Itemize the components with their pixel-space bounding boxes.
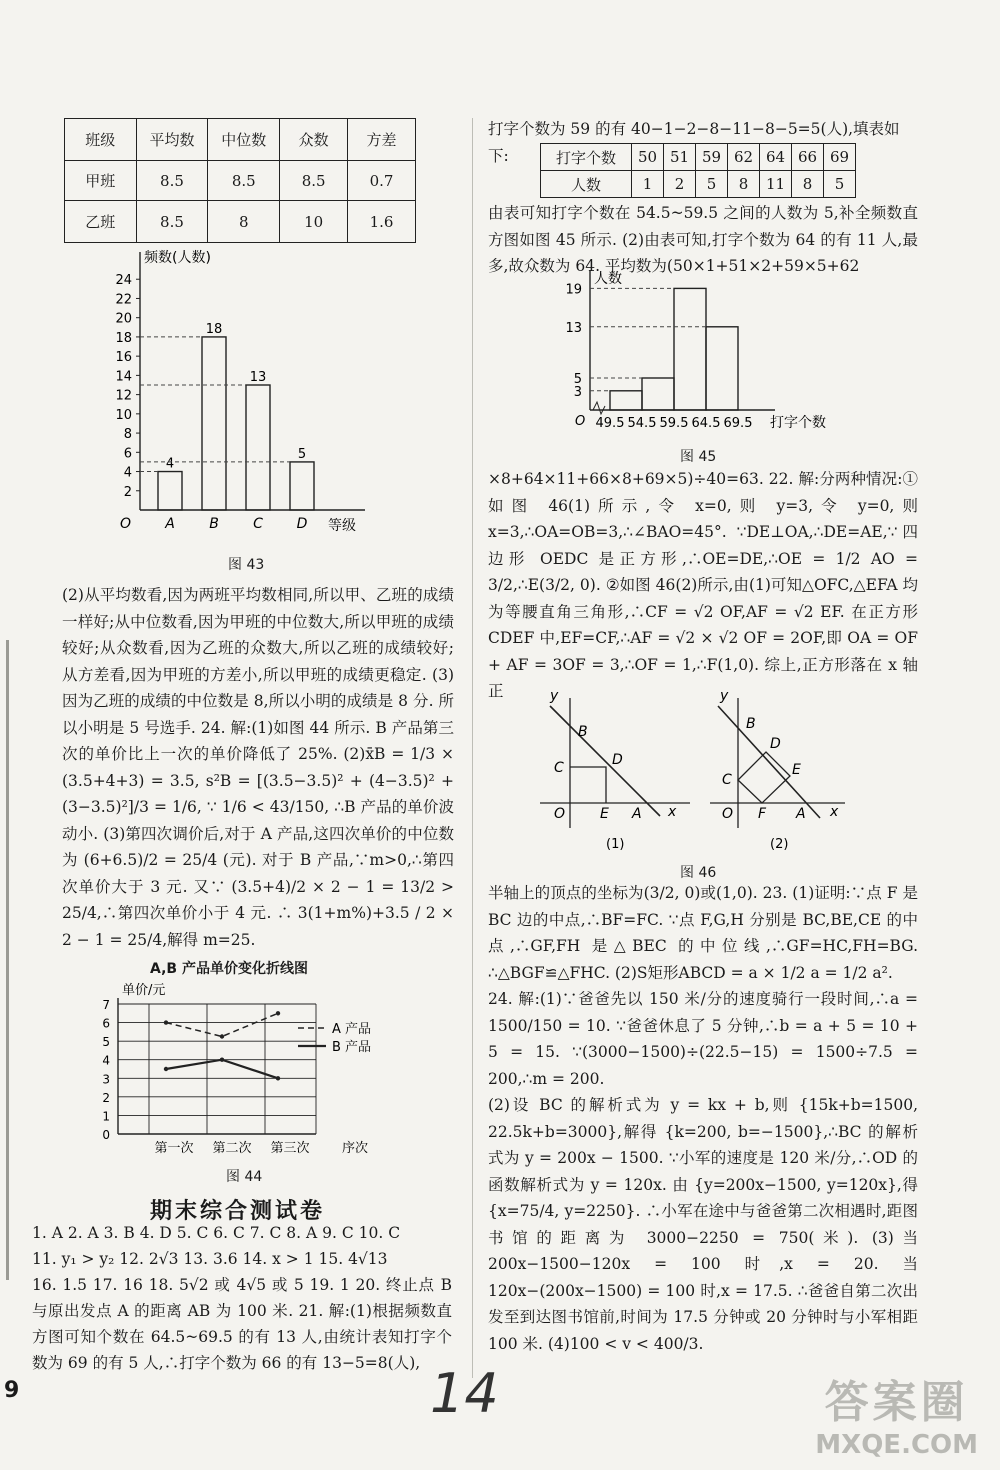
label: x: [830, 804, 839, 820]
typing-count-table: [540, 143, 856, 198]
x-axis-label: 序次: [342, 1141, 369, 1156]
y-tick-label: 20: [115, 311, 132, 327]
table-header-cell: 打字个数: [541, 144, 632, 171]
fig46-diagram: [520, 688, 860, 858]
y-tick-label: 2: [123, 484, 132, 500]
square-oedc: [570, 767, 606, 803]
bar: [706, 327, 738, 410]
label: E: [792, 762, 801, 778]
table-header-cell: 人数: [541, 171, 632, 198]
y-axis-label: 人数: [594, 271, 622, 287]
origin-label: O: [575, 414, 586, 429]
bar-value-label: 18: [205, 321, 223, 337]
data-point: [276, 1011, 280, 1015]
label: B: [746, 716, 756, 732]
table-cell: 8: [792, 171, 824, 198]
category-label: C: [253, 516, 263, 532]
y-tick-label: 18: [115, 330, 132, 346]
line-ab: [718, 706, 820, 818]
bar: [290, 462, 314, 510]
table-cell: 8: [728, 171, 760, 198]
category-label: A: [165, 516, 175, 532]
y-tick-label: 3: [102, 1072, 110, 1087]
category-label: D: [296, 516, 308, 532]
y-tick-label: 2: [102, 1090, 110, 1105]
fig46-caption: 图 46: [680, 865, 717, 881]
y-tick-label: 1: [102, 1109, 110, 1124]
y-tick-label: 16: [115, 350, 132, 366]
table-cell: 2: [664, 171, 696, 198]
bar: [674, 288, 706, 410]
final-exam-title: 期末综合测试卷: [150, 1199, 326, 1224]
y-tick-label: 14: [115, 369, 132, 385]
label: O: [554, 806, 566, 822]
table-header-cell: 班级: [65, 119, 137, 161]
table-cell: 5: [696, 171, 728, 198]
label: E: [600, 806, 609, 822]
fig44-title: A,B 产品单价变化折线图: [150, 961, 308, 977]
bin-label: 59.5: [659, 416, 689, 431]
y-tick-label: 22: [115, 292, 132, 308]
category-label: 第一次: [154, 1141, 194, 1156]
answer-line: 16. 1.5 17. 16 18. 5√2 或 4√5 或 5 19. 1 20. 终止点 B 与原出发点 A 的距离 AB 为 100 米. 21. 解:(1)根据频数直方图可知个数在 64.5~69.5 的有 13 人,由统计表知打字个数为 69 的有 5 人,∴打字个数为 66 的有 13−5=8(人),: [32, 1276, 452, 1372]
sub-caption: (1): [606, 837, 625, 852]
label: y: [550, 688, 559, 704]
bin-label: 64.5: [691, 416, 721, 431]
y-tick-label: 6: [102, 1016, 110, 1031]
y-tick-label: 10: [115, 407, 132, 423]
label: B: [578, 724, 588, 740]
label: F: [758, 806, 767, 822]
table-header-cell: 平均数: [136, 119, 208, 161]
bar-value-label: 13: [249, 370, 267, 385]
answer-line: 1. A 2. A 3. B 4. D 5. C 6. C 7. C 8. A 9. C 10. C: [32, 1224, 401, 1242]
label: y: [720, 688, 729, 704]
sub-caption: (2): [770, 837, 789, 852]
bar: [246, 385, 270, 510]
bar: [158, 472, 182, 510]
table-cell: 1.6: [348, 201, 416, 243]
bar-value-label: 5: [297, 446, 307, 462]
fig46-panel-2: [710, 688, 845, 852]
label: C: [722, 772, 732, 788]
table-cell: 51: [664, 144, 696, 171]
fig43-bar-chart: [100, 240, 380, 540]
bar: [610, 391, 642, 410]
table-cell: 8.5: [208, 161, 280, 201]
y-tick-label: 5: [573, 372, 582, 387]
left-paragraph: (2)从平均数看,因为两班平均数相同,所以甲、乙班的成绩一样好;从中位数看,因为甲班的中位数大,所以甲班的成绩较好;从众数看,因为乙班的众数大,所以乙班的成绩较好;从方差看,因为甲班的方差小,所以甲班的成绩更稳定. (3)因为乙班的成绩的中位数是 8,所以小明的成绩是 8 分. 所以小明是 5 号选手. 24. 解:(1)如图 44 所示. B 产品第三次的单价比上一次的单价降低了 25%. (2)x̄B = 1/3 × (3.5+4+3) = 3.5, s²B = [(3.5−3.5)² + (4−3.5)² + (3−3.5)²]/3 = 1/6, ∵ 1/6 < 43/150, ∴B 产品的单价波动小. (3)第四次调价后,对于 A 产品,这四次单价的中位数为 (6+6.5)/2 = 25/4 (元). 对于 B 产品,∵m>0,∴第四次单价大于 3 元. 又∵ (3.5+4)/2 × 2 − 1 = 13/2 > 25/4,∴第四次单价小于 4 元. ∴ 3(1+m%)+3.5 / 2 × 2 − 1 = 25/4,解得 m=25.: [62, 586, 454, 949]
category-label: 第三次: [270, 1141, 310, 1156]
data-point: [276, 1076, 280, 1080]
series-line-b: [166, 1060, 278, 1079]
y-tick-label: 13: [565, 320, 582, 336]
page-number: 9: [4, 1378, 20, 1403]
table-cell: 64: [760, 144, 792, 171]
y-tick-label: 4: [102, 1053, 110, 1068]
handwritten-note: 14: [430, 1362, 499, 1425]
y-tick-label: 4: [123, 465, 132, 481]
data-point: [220, 1058, 224, 1062]
bin-label: 69.5: [723, 416, 753, 431]
data-point: [164, 1067, 168, 1071]
bar: [642, 378, 674, 410]
table-cell: 50: [632, 144, 664, 171]
y-tick-label: 0: [102, 1128, 110, 1142]
origin-label: O: [120, 516, 132, 532]
data-point: [220, 1034, 224, 1038]
y-tick-label: 8: [123, 427, 132, 443]
table-cell: 0.7: [348, 161, 416, 201]
table-cell: 11: [760, 171, 792, 198]
table-cell: 乙班: [65, 201, 137, 243]
watermark-url: MXQE.COM: [815, 1430, 978, 1460]
right-paragraph: 24. 解:(1)∵爸爸先以 150 米/分的速度骑行一段时间,∴a = 1500/150 = 10. ∵爸爸休息了 5 分钟,∴b = a + 5 = 10 + 5 = 15. ∵(3000−1500)÷(22.5−15) = 1500÷7.5 = 200,∴m = 200.: [488, 990, 918, 1088]
final-exam-answers: [32, 1220, 452, 1376]
table-cell: 5: [824, 171, 856, 198]
y-axis-label: 频数(人数): [144, 250, 211, 266]
table-cell: 甲班: [65, 161, 137, 201]
right-paragraph: (2)设 BC 的解析式为 y = kx + b,则 {15k+b=1500, 22.5k+b=3000},解得 {k=200, b=−1500},∴BC 的解析式为 y = 200x − 1500. ∵小军的速度是 120 米/分,∴OD 的函数解析式为 y = 120x. 由 {y=200x−1500, y=120x},得 {x=75/4, y=2250}. ∴小军在途中与爸爸第二次相遇时,距图书馆的距离为 3000−2250 = 750(米). (3)当 200x−1500−120x = 100 时,x = 20. 当 120x−(200x−1500) = 100 时,x = 17.5. ∴爸爸自第二次出发至到达图书馆前,时间为 17.5 分钟或 20 分钟时与小军相距 100 米. (4)100 < v < 400/3.: [488, 1096, 918, 1353]
table-cell: 69: [824, 144, 856, 171]
table-header-cell: 中位数: [208, 119, 280, 161]
watermark-logo: 答案圈: [824, 1377, 969, 1428]
right-solution-22: [488, 466, 918, 705]
label: A: [632, 806, 642, 822]
y-tick-label: 12: [115, 388, 132, 404]
x-axis-label: 等级: [328, 518, 356, 534]
table-cell: 66: [792, 144, 824, 171]
table-cell: 1: [632, 171, 664, 198]
fig44-caption: 图 44: [226, 1169, 263, 1185]
line-ab: [550, 706, 660, 816]
right-paragraph: 半轴上的顶点的坐标为(3/2, 0)或(1,0). 23. (1)证明:∵点 F 是 BC 边的中点,∴BF=FC. ∵点 F,G,H 分别是 BC,BE,CE 的中点,∴GF,FH 是△BEC 的中位线,∴GF=HC,FH=BG. ∴△BGF≌△FHC. (2)S矩形ABCD = a × 1/2 a = 1/2 a².: [488, 884, 918, 982]
bar: [202, 337, 226, 510]
legend-label: B 产品: [332, 1040, 372, 1055]
right-paragraph: 由表可知打字个数在 54.5~59.5 之间的人数为 5,补全频数直方图如图 45 所示. (2)由表可知,打字个数为 64 的有 11 人,最多,故众数为 64. 平均数为(50×1+51×2+59×5+62: [488, 204, 918, 275]
y-axis-label: 单价/元: [122, 983, 166, 998]
label: x: [668, 804, 677, 820]
y-tick-label: 19: [565, 282, 582, 298]
axis-break: [593, 402, 605, 414]
bin-label: 49.5: [595, 416, 625, 431]
fig45-histogram: [555, 265, 855, 435]
category-label: B: [209, 516, 219, 532]
left-solution-text: [62, 582, 454, 953]
table-cell: 62: [728, 144, 760, 171]
y-tick-label: 6: [123, 446, 132, 462]
table-cell: 59: [696, 144, 728, 171]
answer-line: 11. y₁ > y₂ 12. 2√3 13. 3.6 14. x > 1 15. 4√13: [32, 1250, 388, 1268]
column-divider: [472, 118, 473, 1378]
fig46-panel-1: [540, 688, 690, 852]
bar-value-label: 4: [165, 456, 175, 472]
table-cell: 8: [208, 201, 280, 243]
table-cell: 8.5: [280, 161, 348, 201]
fig43-caption: 图 43: [228, 557, 265, 573]
category-label: 第二次: [212, 1141, 252, 1156]
scan-edge-mark: [6, 640, 9, 1280]
right-solution-23-24: [488, 880, 918, 1357]
y-tick-label: 3: [573, 384, 582, 400]
series-line-a: [166, 1013, 278, 1036]
table-header-cell: 方差: [348, 119, 416, 161]
fig45-caption: 图 45: [680, 449, 717, 465]
class-stats-table: [64, 118, 416, 243]
table-cell: 8.5: [136, 161, 208, 201]
table-cell: 8.5: [136, 201, 208, 243]
data-point: [164, 1020, 168, 1024]
legend-label: A 产品: [332, 1022, 372, 1037]
fig44-line-chart: [86, 978, 386, 1163]
bin-label: 54.5: [627, 416, 657, 431]
label: D: [770, 736, 781, 752]
y-tick-label: 5: [102, 1035, 110, 1050]
y-tick-label: 24: [115, 273, 132, 289]
label: D: [612, 752, 623, 768]
table-header-cell: 众数: [280, 119, 348, 161]
label: O: [722, 806, 734, 822]
label: A: [796, 806, 806, 822]
x-axis-label: 打字个数: [770, 415, 826, 431]
y-tick-label: 7: [102, 998, 110, 1012]
right-top-line: 打字个数为 59 的有 40−1−2−8−11−8−5=5(人),填表如下:: [488, 120, 900, 165]
right-paragraph: ×8+64×11+66×8+69×5)÷40=63. 22. 解:分两种情况:①如图 46(1)所示,令 x=0,则 y=3,令 y=0,则 x=3,∴OA=OB=3,∴∠BAO=45°. ∵DE⊥OA,∴DE=AE,∵四边形 OEDC 是正方形,∴OE=DE,∴OE = 1/2 AO = 3/2,∴E(3/2, 0). ②如图 46(2)所示,由(1)可知△OFC,△EFA 均为等腰直角三角形,∴CF = √2 OF,AF = √2 EF. 在正方形 CDEF 中,EF=CF,∴AF = √2 × √2 OF = 2OF,即 OA = OF + AF = 3OF = 3,∴OF = 1,∴F(1,0). 综上,正方形落在 x 轴正: [488, 470, 918, 700]
watermark: [815, 1366, 978, 1460]
table-cell: 10: [280, 201, 348, 243]
label: C: [554, 760, 564, 776]
